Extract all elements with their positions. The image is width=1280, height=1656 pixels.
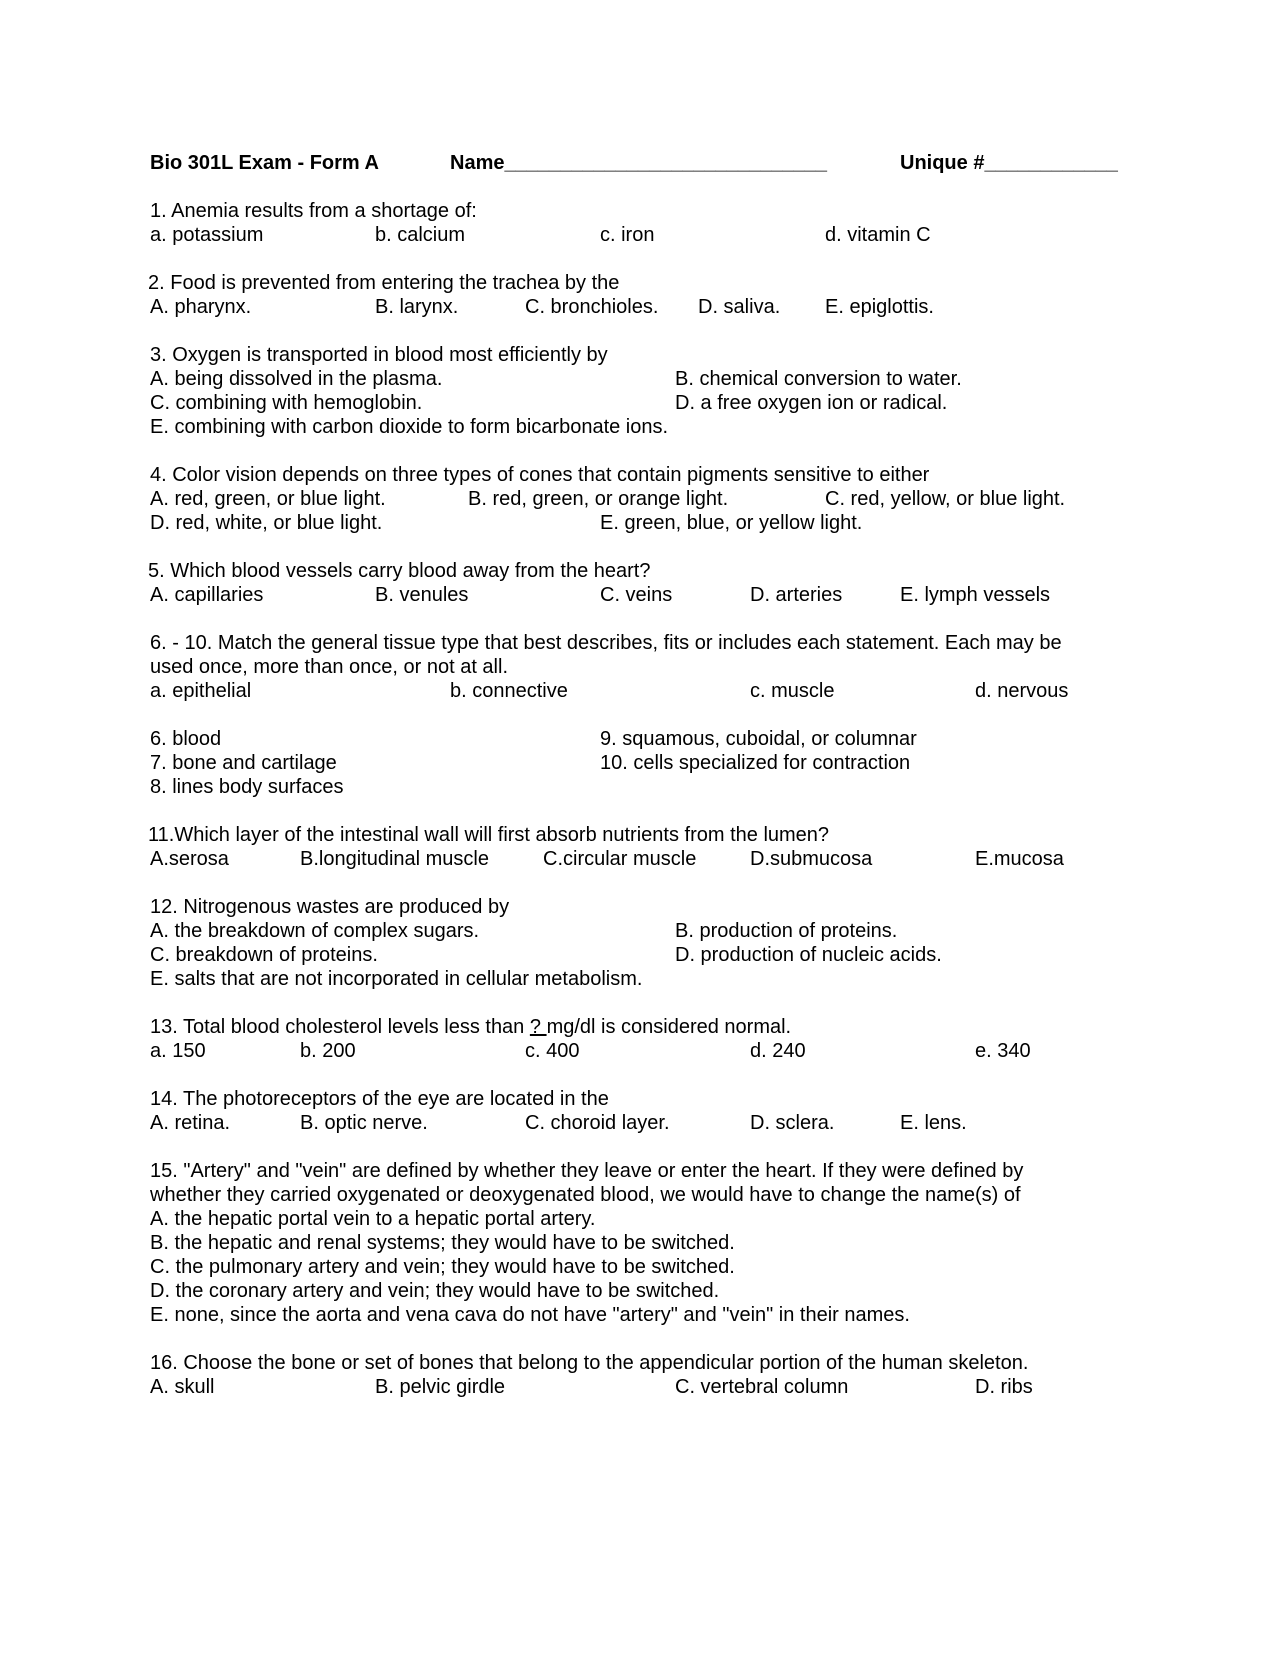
- q13-stem-end: mg/dl is considered normal.: [546, 1016, 792, 1038]
- question-3-stem: 3. Oxygen is transported in blood most efficiently by: [150, 344, 608, 366]
- question-16-stem: 16. Choose the bone or set of bones that belong to the appendicular portion of the human skeleton.: [150, 1352, 1029, 1374]
- q15-option-a: A. the hepatic portal vein to a hepatic portal artery.: [150, 1208, 596, 1230]
- q12-option-a: A. the breakdown of complex sugars.: [150, 920, 480, 942]
- q3-option-d: D. a free oxygen ion or radical.: [675, 392, 948, 414]
- q12-option-b: B. production of proteins.: [675, 920, 898, 942]
- q13-option-b: b. 200: [300, 1040, 356, 1062]
- q13-answer-blank: ?: [529, 1016, 547, 1038]
- question-12-stem: 12. Nitrogenous wastes are produced by: [150, 896, 510, 918]
- q14-option-e: E. lens.: [900, 1112, 967, 1134]
- q4-option-a: A. red, green, or blue light.: [150, 488, 386, 510]
- q3-option-e: E. combining with carbon dioxide to form bicarbonate ions.: [150, 416, 669, 438]
- q13-option-d: d. 240: [750, 1040, 806, 1062]
- q4-option-e: E. green, blue, or yellow light.: [600, 512, 863, 534]
- q1-option-a: a. potassium: [150, 224, 264, 246]
- question-11-stem: 11.Which layer of the intestinal wall will first absorb nutrients from the lumen?: [148, 824, 830, 846]
- q14-option-d: D. sclera.: [750, 1112, 835, 1134]
- exam-title: Bio 301L Exam - Form A: [150, 152, 379, 174]
- q16-option-d: D. ribs: [975, 1376, 1033, 1398]
- q3-option-b: B. chemical conversion to water.: [675, 368, 962, 390]
- q4-option-b: B. red, green, or orange light.: [468, 488, 729, 510]
- question-2-stem: 2. Food is prevented from entering the trachea by the: [148, 272, 620, 294]
- question-6-10-stem-line2: used once, more than once, or not at all.: [150, 656, 508, 678]
- q3-option-a: A. being dissolved in the plasma.: [150, 368, 443, 390]
- q11-option-b: B.longitudinal muscle: [300, 848, 489, 870]
- q11-option-a: A.serosa: [150, 848, 229, 870]
- q13-option-c: c. 400: [525, 1040, 580, 1062]
- match-item-6: 6. blood: [150, 728, 222, 750]
- match-item-9: 9. squamous, cuboidal, or columnar: [600, 728, 917, 750]
- q16-option-b: B. pelvic girdle: [375, 1376, 506, 1398]
- q2-option-a: A. pharynx.: [150, 296, 252, 318]
- tissue-choice-d: d. nervous: [975, 680, 1069, 702]
- name-field-label: Name_____________________________: [450, 152, 828, 174]
- question-14-stem: 14. The photoreceptors of the eye are located in the: [150, 1088, 609, 1110]
- q4-option-c: C. red, yellow, or blue light.: [825, 488, 1066, 510]
- q11-option-c: C.circular muscle: [543, 848, 697, 870]
- q12-option-d: D. production of nucleic acids.: [675, 944, 942, 966]
- match-item-10: 10. cells specialized for contraction: [600, 752, 911, 774]
- q1-option-b: b. calcium: [375, 224, 466, 246]
- q15-option-c: C. the pulmonary artery and vein; they would have to be switched.: [150, 1256, 735, 1278]
- q2-option-b: B. larynx.: [375, 296, 459, 318]
- q1-option-d: d. vitamin C: [825, 224, 931, 246]
- question-1-stem: 1. Anemia results from a shortage of:: [150, 200, 477, 222]
- q14-option-a: A. retina.: [150, 1112, 231, 1134]
- q12-option-c: C. breakdown of proteins.: [150, 944, 378, 966]
- q2-option-e: E. epiglottis.: [825, 296, 934, 318]
- q15-option-d: D. the coronary artery and vein; they would have to be switched.: [150, 1280, 720, 1302]
- q11-option-d: D.submucosa: [750, 848, 873, 870]
- q13-stem-start: 13. Total blood cholesterol levels less than: [150, 1016, 530, 1038]
- q14-option-c: C. choroid layer.: [525, 1112, 670, 1134]
- q12-option-e: E. salts that are not incorporated in cellular metabolism.: [150, 968, 643, 990]
- q2-option-c: C. bronchioles.: [525, 296, 659, 318]
- q13-option-a: a. 150: [150, 1040, 206, 1062]
- q15-option-e: E. none, since the aorta and vena cava do not have "artery" and "vein" in their names.: [150, 1304, 910, 1326]
- q5-option-c: C. veins: [600, 584, 673, 606]
- question-4-stem: 4. Color vision depends on three types of cones that contain pigments sensitive to either: [150, 464, 930, 486]
- unique-number-label: Unique #____________: [900, 152, 1118, 174]
- q16-option-c: C. vertebral column: [675, 1376, 849, 1398]
- match-item-8: 8. lines body surfaces: [150, 776, 344, 798]
- q13-option-e: e. 340: [975, 1040, 1031, 1062]
- q14-option-b: B. optic nerve.: [300, 1112, 428, 1134]
- tissue-choice-a: a. epithelial: [150, 680, 252, 702]
- q5-option-a: A. capillaries: [150, 584, 264, 606]
- q2-option-d: D. saliva.: [698, 296, 781, 318]
- q3-option-c: C. combining with hemoglobin.: [150, 392, 423, 414]
- question-6-10-stem-line1: 6. - 10. Match the general tissue type that best describes, fits or includes each statement. Each may be: [150, 632, 1062, 654]
- q1-option-c: c. iron: [600, 224, 655, 246]
- q5-option-d: D. arteries: [750, 584, 843, 606]
- question-5-stem: 5. Which blood vessels carry blood away from the heart?: [148, 560, 651, 582]
- q16-option-a: A. skull: [150, 1376, 215, 1398]
- tissue-choice-c: c. muscle: [750, 680, 835, 702]
- question-15-stem-line2: whether they carried oxygenated or deoxygenated blood, we would have to change the name(s) of: [150, 1184, 1021, 1206]
- q11-option-e: E.mucosa: [975, 848, 1064, 870]
- q4-option-d: D. red, white, or blue light.: [150, 512, 383, 534]
- question-15-stem-line1: 15. "Artery" and "vein" are defined by whether they leave or enter the heart. If they were defined by: [150, 1160, 1024, 1182]
- match-item-7: 7. bone and cartilage: [150, 752, 337, 774]
- q15-option-b: B. the hepatic and renal systems; they would have to be switched.: [150, 1232, 735, 1254]
- q5-option-e: E. lymph vessels: [900, 584, 1051, 606]
- q5-option-b: B. venules: [375, 584, 469, 606]
- tissue-choice-b: b. connective: [450, 680, 568, 702]
- question-13-stem: [150, 1015, 791, 1039]
